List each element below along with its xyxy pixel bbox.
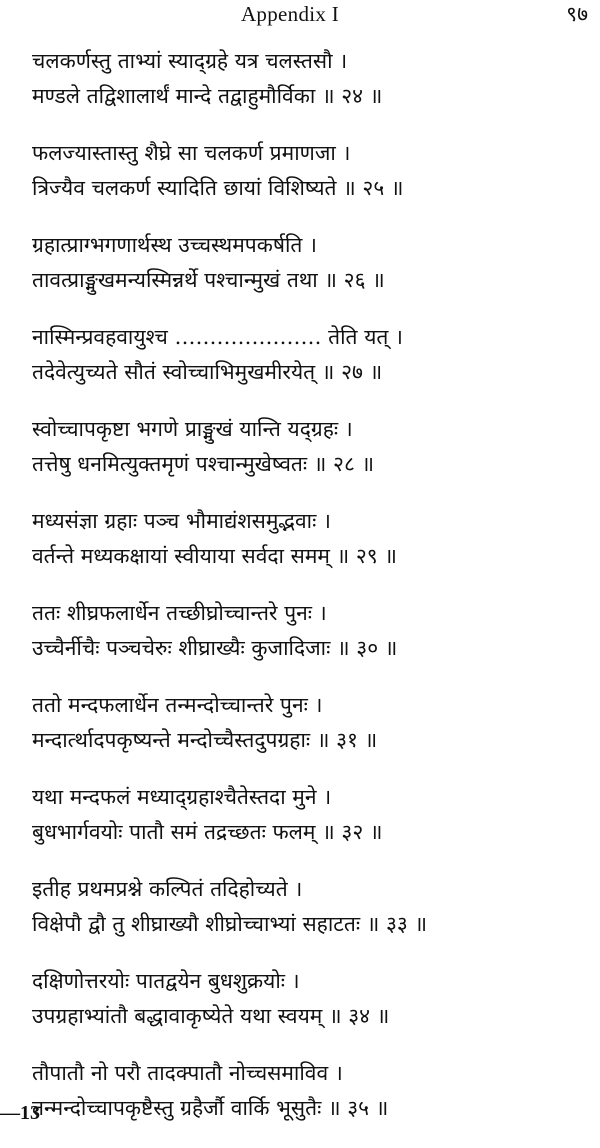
verse-line: चलकर्णस्तु ताभ्यां स्याद्ग्रहे यत्र चलस्तसौ ।: [32, 49, 348, 73]
verse-line: मध्यसंज्ञा ग्रहाः पञ्च भौमाद्यंशसमुद्भवाः ।: [32, 509, 331, 533]
verse-line: तदेवेत्युच्यते सौतं स्वोच्चाभिमुखमीरयेत् ॥ २७ ॥: [32, 360, 383, 384]
verse-line: तावत्प्राङ्मुखमन्यस्मिन्नर्थे पश्चान्मुखं तथा ॥ २६ ॥: [32, 268, 385, 292]
verse-28: [32, 412, 588, 482]
verse-line: तन्मन्दोच्चापकृष्टैस्तु ग्रहैर्जौ वार्कि भूसुतैः ॥ ३५ ॥: [32, 1096, 389, 1120]
verse-line: उपग्रहाभ्यांतौ बद्धावाकृष्येते यथा स्वयम् ॥ ३४ ॥: [32, 1004, 390, 1028]
verse-26: [32, 228, 588, 298]
verse-line: वर्तन्ते मध्यकक्षायां स्वीयाया सर्वदा समम् ॥ २९ ॥: [32, 544, 397, 568]
verse-line: यथा मन्दफलं मध्याद्ग्रहाश्चैतेस्तदा मुने ।: [32, 785, 332, 809]
verse-line: फलज्यास्तास्तु शैघ्रे सा चलकर्ण प्रमाणजा ।: [32, 141, 351, 165]
verse-27: [32, 320, 588, 390]
verse-line: ततो मन्दफलार्धेन तन्मन्दोच्चान्तरे पुनः ।: [32, 693, 323, 717]
verse-line: मण्डले तद्विशालार्थं मान्दे तद्वाहुमौर्विका ॥ २४ ॥: [32, 84, 383, 108]
verse-25: [32, 136, 588, 206]
verse-line: विक्षेपौ द्वौ तु शीघ्राख्यौ शीघ्रोच्चाभ्यां सहाटतः ॥ ३३ ॥: [32, 912, 428, 936]
verse-34: [32, 964, 588, 1034]
signature-mark: —13: [0, 1102, 40, 1124]
verse-line: इतीह प्रथमप्रश्ने कल्पितं तदिहोच्यते ।: [32, 877, 303, 901]
verse-30: [32, 596, 588, 666]
page-header: [0, 0, 600, 36]
verse-list: [32, 44, 588, 1148]
verse-line: ग्रहात्प्राग्भगणार्थस्थ उच्चस्थमपकर्षति ।: [32, 233, 318, 257]
verse-line: स्वोच्चापकृष्टा भगणे प्राङ्मुखं यान्ति यद्ग्रहः ।: [32, 417, 353, 441]
verse-line: उच्चैर्नीचैः पञ्चचेरुः शीघ्राख्यैः कुजादिजाः ॥ ३० ॥: [32, 636, 398, 660]
page-number: ९७: [566, 2, 588, 26]
verse-32: [32, 780, 588, 850]
verse-line: त्रिज्यैव चलकर्ण स्यादिति छायां विशिष्यते ॥ २५ ॥: [32, 176, 404, 200]
verse-29: [32, 504, 588, 574]
verse-line: मन्दार्त्थादपकृष्यन्ते मन्दोच्चैस्तदुपग्रहाः ॥ ३१ ॥: [32, 728, 378, 752]
verse-line: तौपातौ नो परौ तादक्पातौ नोच्चसमाविव ।: [32, 1061, 343, 1085]
verse-35: [32, 1056, 588, 1126]
running-title: Appendix I: [240, 2, 340, 26]
verse-31: [32, 688, 588, 758]
verse-line: तत्तेषु धनमित्युक्तमृणं पश्चान्मुखेष्वतः ॥ २८ ॥: [32, 452, 375, 476]
verse-33: [32, 872, 588, 942]
verse-line: बुधभार्गवयोः पातौ समं तद्रच्छतः फलम् ॥ ३२ ॥: [32, 820, 383, 844]
verse-line: नास्मिन्प्रवहवायुश्च ………………… तेति यत् ।: [32, 325, 403, 349]
verse-line: दक्षिणोत्तरयोः पातद्वयेन बुधशुक्रयोः ।: [32, 969, 300, 993]
verse-line: ततः शीघ्रफलार्धेन तच्छीघ्रोच्चान्तरे पुनः ।: [32, 601, 327, 625]
verse-24: [32, 44, 588, 114]
